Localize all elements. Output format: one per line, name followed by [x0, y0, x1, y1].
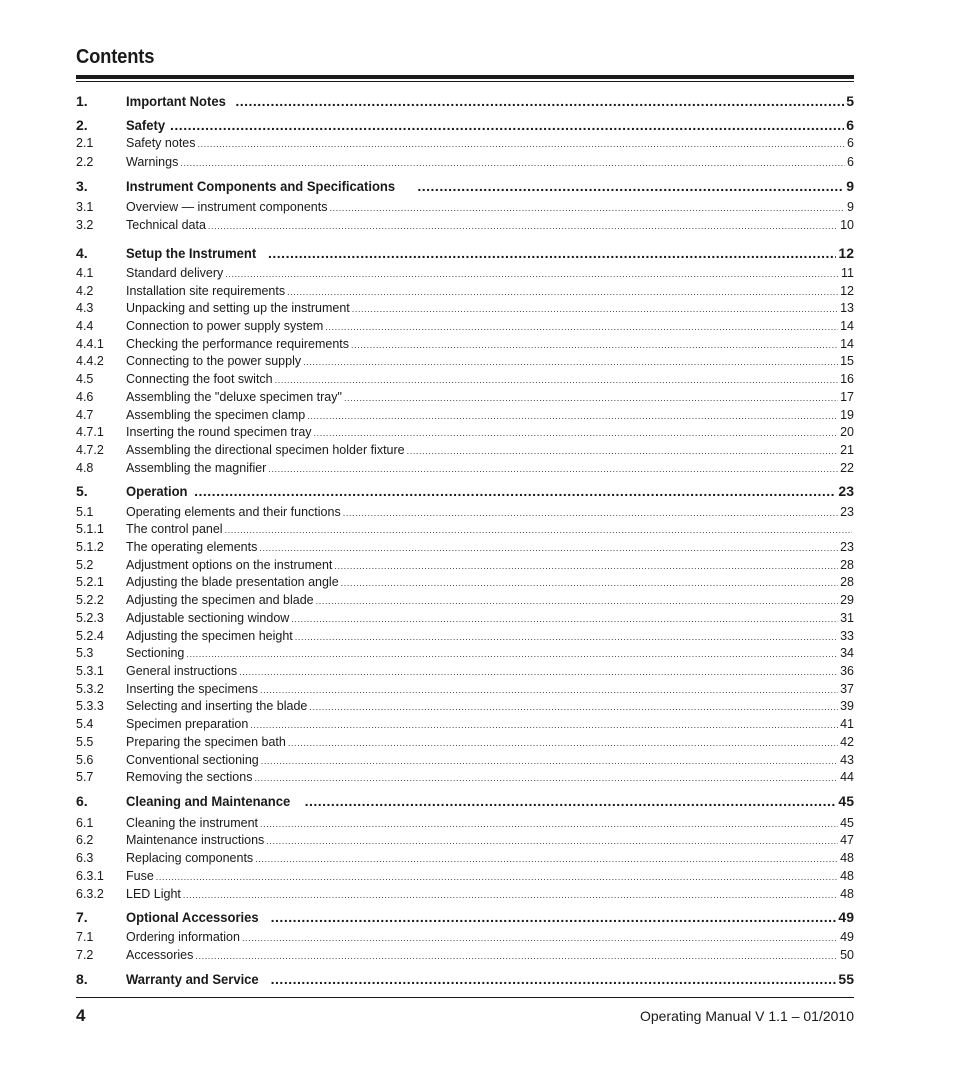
toc-entry-number: 5.3: [76, 646, 94, 660]
toc-entry[interactable]: [76, 851, 854, 865]
toc-entry-number: 6.1: [76, 816, 94, 830]
toc-entry-number: 5.6: [76, 753, 94, 767]
toc-dot-leader: [325, 322, 838, 332]
toc-entry-page: 50: [840, 948, 854, 962]
toc-dot-leader: [198, 139, 846, 149]
toc-entry-number: 5.3.2: [76, 682, 104, 696]
toc-entry-page: 28: [840, 575, 854, 589]
toc-dot-leader: [260, 685, 838, 695]
toc-entry-number: 4.3: [76, 301, 94, 315]
toc-entry-title: Fuse: [126, 869, 154, 883]
toc-entry[interactable]: [76, 629, 854, 643]
toc-entry-title: Setup the Instrument: [126, 245, 257, 261]
toc-entry-page: 33: [840, 629, 854, 643]
toc-dot-leader: [329, 203, 845, 213]
toc-entry-number: 8.: [76, 971, 88, 987]
toc-entry[interactable]: [76, 301, 854, 315]
toc-entry-page: 34: [840, 646, 854, 660]
toc-entry-number: 4.5: [76, 372, 94, 386]
toc-entry-title: Conventional sectioning: [126, 753, 259, 767]
toc-entry-page: 41: [840, 717, 854, 731]
toc-entry-number: 4.7.1: [76, 425, 104, 439]
toc-entry-title: Removing the sections: [126, 770, 253, 784]
toc-entry[interactable]: [76, 717, 854, 731]
toc-dot-leader: [156, 872, 838, 882]
toc-dot-leader: [261, 756, 838, 766]
toc-entry-number: 5.2.1: [76, 575, 104, 589]
toc-dot-leader: [195, 951, 838, 961]
toc-dot-leader: [208, 221, 838, 231]
toc-entry[interactable]: [76, 735, 854, 749]
toc-dot-leader: [180, 158, 845, 168]
toc-dot-leader: [309, 702, 838, 712]
toc-dot-leader: [266, 836, 838, 846]
toc-entry-page: 6: [847, 155, 854, 169]
toc-entry-page: 12: [840, 284, 854, 298]
toc-entry[interactable]: [76, 522, 854, 536]
toc-entry[interactable]: [76, 558, 854, 572]
toc-entry[interactable]: [76, 575, 854, 589]
toc-entry-page: 19: [840, 408, 854, 422]
toc-dot-leader: [275, 375, 838, 385]
toc-entry-number: 6.3.2: [76, 887, 104, 901]
toc-entry[interactable]: [76, 505, 854, 519]
toc-entry[interactable]: [76, 372, 854, 386]
toc-dot-leader: [305, 793, 837, 809]
toc-entry-page: 22: [840, 461, 854, 475]
toc-dot-leader: [255, 854, 838, 864]
toc-entry-title: Warranty and Service: [126, 971, 259, 987]
toc-entry-number: 2.1: [76, 136, 94, 150]
toc-entry-page: 23: [838, 483, 854, 499]
toc-entry[interactable]: [76, 319, 854, 333]
toc-entry[interactable]: [76, 178, 854, 194]
toc-entry-title: Adjustable sectioning window: [126, 611, 290, 625]
toc-entry[interactable]: [76, 948, 854, 962]
toc-dot-leader: [341, 578, 838, 588]
toc-entry-page: 48: [840, 887, 854, 901]
toc-dot-leader: [186, 649, 838, 659]
toc-entry[interactable]: [76, 155, 854, 169]
toc-entry-title: Connection to power supply system: [126, 319, 324, 333]
toc-dot-leader: [254, 773, 838, 783]
toc-dot-leader: [271, 971, 837, 987]
toc-entry-number: 2.2: [76, 155, 94, 169]
toc-dot-leader: [239, 667, 838, 677]
toc-dot-leader: [295, 632, 838, 642]
toc-dot-leader: [259, 543, 838, 553]
toc-entry-page: 11: [841, 266, 854, 280]
toc-entry-number: 5.3.1: [76, 664, 104, 678]
toc-entry-number: 3.1: [76, 200, 94, 214]
toc-entry-number: 3.: [76, 178, 88, 194]
title-rule-thick: [76, 75, 854, 79]
toc-entry-title: Preparing the specimen bath: [126, 735, 286, 749]
toc-entry-title: Important Notes: [126, 93, 226, 109]
toc-entry[interactable]: [76, 909, 854, 925]
toc-entry-title: Accessories: [126, 948, 194, 962]
footer-page-number: 4: [76, 1006, 86, 1025]
toc-entry-page: 12: [838, 245, 854, 261]
toc-entry-number: 5.: [76, 483, 88, 499]
toc-entry-page: 6: [847, 136, 854, 150]
toc-entry-page: 23: [840, 540, 854, 554]
toc-entry[interactable]: [76, 425, 854, 439]
toc-entry-title: Checking the performance requirements: [126, 337, 350, 351]
toc-dot-leader: [334, 561, 838, 571]
toc-entry-number: 5.2.2: [76, 593, 104, 607]
toc-entry-page: 31: [840, 611, 854, 625]
toc-entry-number: 5.7: [76, 770, 94, 784]
toc-entry-title: Instrument Components and Specifications: [126, 178, 396, 194]
toc-entry-title: Warnings: [126, 155, 179, 169]
toc-entry[interactable]: [76, 354, 854, 368]
toc-dot-leader: [417, 178, 844, 194]
toc-entry-page: 14: [840, 319, 854, 333]
toc-entry-title: Cleaning the instrument: [126, 816, 259, 830]
toc-dot-leader: [343, 508, 838, 518]
toc-entry-page: 45: [838, 793, 854, 809]
toc-entry-number: 7.1: [76, 930, 94, 944]
toc-entry[interactable]: [76, 136, 854, 150]
toc-entry-number: 5.2: [76, 558, 94, 572]
toc-entry-number: 7.2: [76, 948, 94, 962]
toc-entry[interactable]: [76, 540, 854, 554]
toc-entry-title: Sectioning: [126, 646, 185, 660]
toc-entry-page: 15: [840, 354, 854, 368]
toc-entry-page: 42: [840, 735, 854, 749]
toc-entry-title: Unpacking and setting up the instrument: [126, 301, 350, 315]
toc-entry[interactable]: [76, 443, 854, 457]
toc-dot-leader: [352, 304, 838, 314]
toc-entry-title: Overview — instrument components: [126, 200, 328, 214]
toc-entry[interactable]: [76, 793, 854, 809]
toc-entry-page: 20: [840, 425, 854, 439]
toc-entry[interactable]: [76, 93, 854, 109]
toc-entry-title: Adjusting the specimen height: [126, 629, 293, 643]
toc-entry-number: 6.2: [76, 833, 94, 847]
toc-entry-number: 4.: [76, 245, 88, 261]
toc-entry-page: 23: [840, 505, 854, 519]
toc-entry[interactable]: [76, 200, 854, 214]
toc-entry-title: Optional Accessories: [126, 909, 259, 925]
toc-dot-leader: [303, 357, 838, 367]
toc-entry-page: 14: [840, 337, 854, 351]
toc-entry-number: 4.7.2: [76, 443, 104, 457]
toc-dot-leader: [351, 340, 838, 350]
toc-entry-number: 5.2.3: [76, 611, 104, 625]
toc-entry-number: 4.8: [76, 461, 94, 475]
toc-entry-number: 5.2.4: [76, 629, 104, 643]
toc-entry-title: Selecting and inserting the blade: [126, 699, 308, 713]
toc-dot-leader: [183, 890, 838, 900]
toc-dot-leader: [307, 411, 838, 421]
toc-entry[interactable]: [76, 218, 854, 232]
toc-entry[interactable]: [76, 245, 854, 261]
toc-entry[interactable]: [76, 408, 854, 422]
toc-dot-leader: [288, 738, 838, 748]
toc-dot-leader: [287, 287, 838, 297]
toc-entry-page: 37: [840, 682, 854, 696]
toc-entry[interactable]: [76, 461, 854, 475]
toc-entry[interactable]: [76, 770, 854, 784]
toc-entry-title: Standard delivery: [126, 266, 224, 280]
toc-entry-number: 4.7: [76, 408, 94, 422]
toc-entry-number: 6.: [76, 793, 88, 809]
toc-dot-leader: [225, 269, 839, 279]
toc-entry-title: Maintenance instructions: [126, 833, 265, 847]
toc-entry[interactable]: [76, 390, 854, 404]
toc-entry[interactable]: [76, 284, 854, 298]
toc-entry[interactable]: [76, 887, 854, 901]
toc-entry-number: 4.1: [76, 266, 94, 280]
toc-dot-leader: [250, 720, 838, 730]
toc-entry-title: Adjustment options on the instrument: [126, 558, 333, 572]
toc-entry-title: Operating elements and their functions: [126, 505, 341, 519]
toc-entry-number: 4.2: [76, 284, 94, 298]
toc-dot-leader: [242, 933, 838, 943]
toc-dot-leader: [291, 614, 838, 624]
toc-entry-page: 10: [840, 218, 854, 232]
footer-rule: [76, 997, 854, 998]
toc-entry-page: 9: [846, 178, 854, 194]
toc-entry-title: Safety notes: [126, 136, 196, 150]
toc-dot-leader: [260, 819, 838, 829]
toc-entry-title: The control panel: [126, 522, 223, 536]
toc-entry[interactable]: [76, 753, 854, 767]
toc-entry-number: 3.2: [76, 218, 94, 232]
toc-entry-number: 4.4: [76, 319, 94, 333]
toc-entry-page: 48: [840, 869, 854, 883]
toc-entry-title: Adjusting the blade presentation angle: [126, 575, 339, 589]
toc-entry-number: 5.4: [76, 717, 94, 731]
toc-entry-title: The operating elements: [126, 540, 258, 554]
toc-entry-page: 55: [838, 971, 854, 987]
toc-entry[interactable]: [76, 611, 854, 625]
toc-dot-leader: [225, 525, 852, 535]
toc-entry-page: 28: [840, 558, 854, 572]
toc-entry[interactable]: [76, 593, 854, 607]
toc-dot-leader: [268, 464, 838, 474]
toc-dot-leader: [407, 446, 838, 456]
toc-entry-page: 21: [840, 443, 854, 457]
toc-entry-page: 5: [846, 93, 854, 109]
toc-entry[interactable]: [76, 664, 854, 678]
toc-entry-page: 47: [840, 833, 854, 847]
toc-entry-title: Replacing components: [126, 851, 254, 865]
toc-entry[interactable]: [76, 682, 854, 696]
footer-manual-version: Operating Manual V 1.1 – 01/2010: [639, 1008, 854, 1024]
toc-entry-page: 36: [840, 664, 854, 678]
toc-entry-title: Safety: [126, 117, 166, 133]
toc-entry[interactable]: [76, 699, 854, 713]
toc-entry[interactable]: [76, 930, 854, 944]
toc-dot-leader: [170, 117, 844, 133]
toc-entry[interactable]: [76, 337, 854, 351]
toc-entry-number: 1.: [76, 93, 88, 109]
toc-entry-title: Technical data: [126, 218, 206, 232]
toc-entry[interactable]: [76, 971, 854, 987]
page-title: Contents: [76, 46, 155, 68]
toc-entry-number: 5.3.3: [76, 699, 104, 713]
toc-entry-page: 45: [840, 816, 854, 830]
toc-entry-number: 6.3.1: [76, 869, 104, 883]
toc-entry[interactable]: [76, 483, 854, 499]
toc-entry-title: LED Light: [126, 887, 181, 901]
toc-entry-number: 4.6: [76, 390, 94, 404]
toc-entry-number: 5.5: [76, 735, 94, 749]
toc-dot-leader: [235, 93, 844, 109]
toc-entry-title: Inserting the round specimen tray: [126, 425, 312, 439]
toc-entry-title: Connecting the foot switch: [126, 372, 273, 386]
toc-entry-page: 39: [840, 699, 854, 713]
toc-entry[interactable]: [76, 266, 854, 280]
toc-entry-page: 16: [840, 372, 854, 386]
toc-entry-title: Assembling the "deluxe specimen tray": [126, 390, 342, 404]
toc-entry-title: Assembling the magnifier: [126, 461, 267, 475]
toc-entry-page: 43: [840, 753, 854, 767]
toc-entry-title: Operation: [126, 483, 188, 499]
toc-entry-page: 44: [840, 770, 854, 784]
toc-entry-number: 5.1.2: [76, 540, 104, 554]
toc-entry-title: Ordering information: [126, 930, 240, 944]
toc-entry-title: Adjusting the specimen and blade: [126, 593, 314, 607]
toc-entry-page: 49: [838, 909, 854, 925]
toc-dot-leader: [268, 245, 836, 261]
toc-entry-title: Assembling the specimen clamp: [126, 408, 306, 422]
toc-entry-title: Assembling the directional specimen holder fixture: [126, 443, 405, 457]
toc-dot-leader: [344, 393, 838, 403]
toc-entry[interactable]: [76, 816, 854, 830]
toc-entry-page: 17: [840, 390, 854, 404]
toc-entry-page: 49: [840, 930, 854, 944]
toc-dot-leader: [316, 596, 838, 606]
toc-entry-title: Connecting to the power supply: [126, 354, 302, 368]
toc-entry[interactable]: [76, 117, 854, 133]
toc-entry-number: 4.4.2: [76, 354, 104, 368]
toc-entry-title: Specimen preparation: [126, 717, 249, 731]
title-rule-thin: [76, 81, 854, 82]
toc-entry-number: 5.1.1: [76, 522, 104, 536]
toc-entry-page: 9: [847, 200, 854, 214]
toc-entry-page: 13: [840, 301, 854, 315]
toc-dot-leader: [271, 909, 837, 925]
toc-entry-page: 6: [846, 117, 854, 133]
toc-dot-leader: [314, 428, 839, 438]
toc-entry-number: 6.3: [76, 851, 94, 865]
toc-entry[interactable]: [76, 869, 854, 883]
toc-entry-number: 4.4.1: [76, 337, 104, 351]
toc-entry-title: Cleaning and Maintenance: [126, 793, 291, 809]
toc-entry[interactable]: [76, 646, 854, 660]
toc-entry-page: 29: [840, 593, 854, 607]
toc-entry-number: 2.: [76, 117, 88, 133]
toc-dot-leader: [194, 483, 836, 499]
toc-entry-title: General instructions: [126, 664, 238, 678]
toc-entry[interactable]: [76, 833, 854, 847]
toc-entry-number: 7.: [76, 909, 88, 925]
toc-entry-page: 48: [840, 851, 854, 865]
toc-entry-number: 5.1: [76, 505, 94, 519]
toc-entry-title: Installation site requirements: [126, 284, 286, 298]
toc-entry-title: Inserting the specimens: [126, 682, 259, 696]
